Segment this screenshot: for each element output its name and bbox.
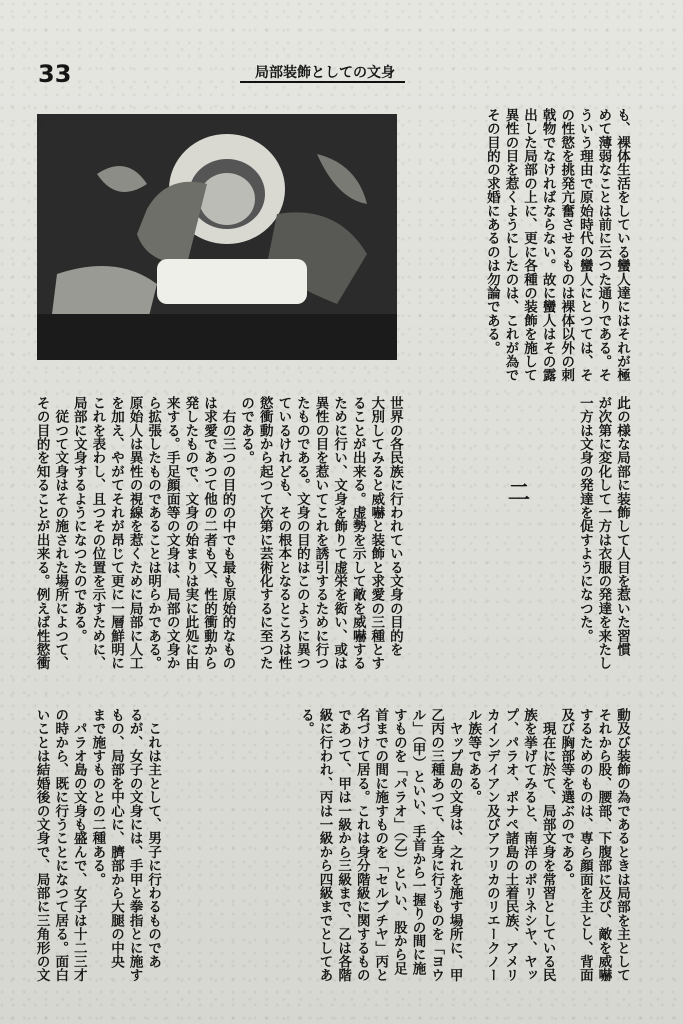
page-number: 33 xyxy=(38,60,72,88)
header-rule xyxy=(240,81,405,83)
section-numeral: 二 xyxy=(508,481,531,506)
text-column-bottom-left: これは主として、男子に行わるものであ るが、女子の文身には、手甲と拳指とに施す もの、局部を中心に、臍部から大腿の中央 まで施すものとの二種ある。 パラオ島の文身も盛んで、女子は十二三才 の時から、既に行うことになつて居る。面白 いことは結婚後の文身で、局部に三角形の文 xyxy=(33,708,162,982)
text-column-middle-left: 世界の各民族に行われている文身の目的を 大別してみると威嚇と装飾と求愛の三種とす ることが出来る。虚勢を示して敵を威嚇する ために行い、文身を飾りて虚栄を衒い、或は 異性の目を惹いてこれを誘引するために行つ たものである。文身の目的はこのように異つ ているけれども、その根本となるところは性 慾衝動から起つて次第に芸術化するに至つた のである。 右の三つの目的の中でも最も原始的なもの は求愛であつて他の二者も又、性的衝動から 発したもので、文身の始まりは実に此処に由 来する。手足顔面等の文身は、局部の文身か ら拡張したものであることは明らかである。 原始人は異性の視線を惹くために局部に人工 を加え、やがてそれが昂じて更に一層鮮明に これを表わし、且つその位置を示すために、 局部に文身するようになつたのである。 従つて文身はその施された場所によつて、 その目的を知ることが出来る。例えば性慾衝 xyxy=(33,396,403,670)
text-column-middle-right: 此の様な局部に装飾して人目を惹いた習慣 が次第に変化して一方は衣服の発達を来たし 一方は文身の発達を促すようになつた。 xyxy=(576,396,630,670)
photo-illustration xyxy=(37,114,397,360)
text-column-bottom-right: 動及び装飾の為であるときは局部を主として それから股、腰部、下腹部に及び、敵を威嚇 するためのものは、専ら顔面を主とし、背面 及び胸部等を選ぶのである。 現在に於て、局部文身を常習としている民 族を挙げてみると、南洋のポリネシヤ、ヤッ プ、パラオ、ポナペ諸島の土着民族、アメリ カインデイアン及びアフリカのリエークノー ル族等である。 ヤップ島の文身は、之れを施す場所に、甲 乙丙の三種あつて、全身に行うものを「ヨウ ル」（甲）といい、手首から一握りの間に施 すものを「パラオ」（乙）といい、股から足 首までの間に施すものを「セルブチヤ」丙と 名づけて居る。これは身分階級に関するもの であつて、甲は一級から三級まで、乙は各階 級に行われ、丙は一級から四級までとしてあ る。 xyxy=(297,708,630,982)
text-column-top-right: も、裸体生活をしている蠻人達にはそれが極 めて薄弱なことは前に云つた通りである。そ ういう理由で原始時代の蠻人にとつては、そ の性慾を挑発亢奮させるものは裸体以外の刺 戟物でなければならない。故に蠻人はその露 出した局部の上に、更に各種の装飾を施して 異性の目を惹くようにしたのは、これが為で その目的の求婚にあるのは勿論である。 xyxy=(483,108,630,382)
running-header: 局部装飾としての文身 xyxy=(255,65,395,81)
ornate-framed-photograph xyxy=(37,114,397,360)
